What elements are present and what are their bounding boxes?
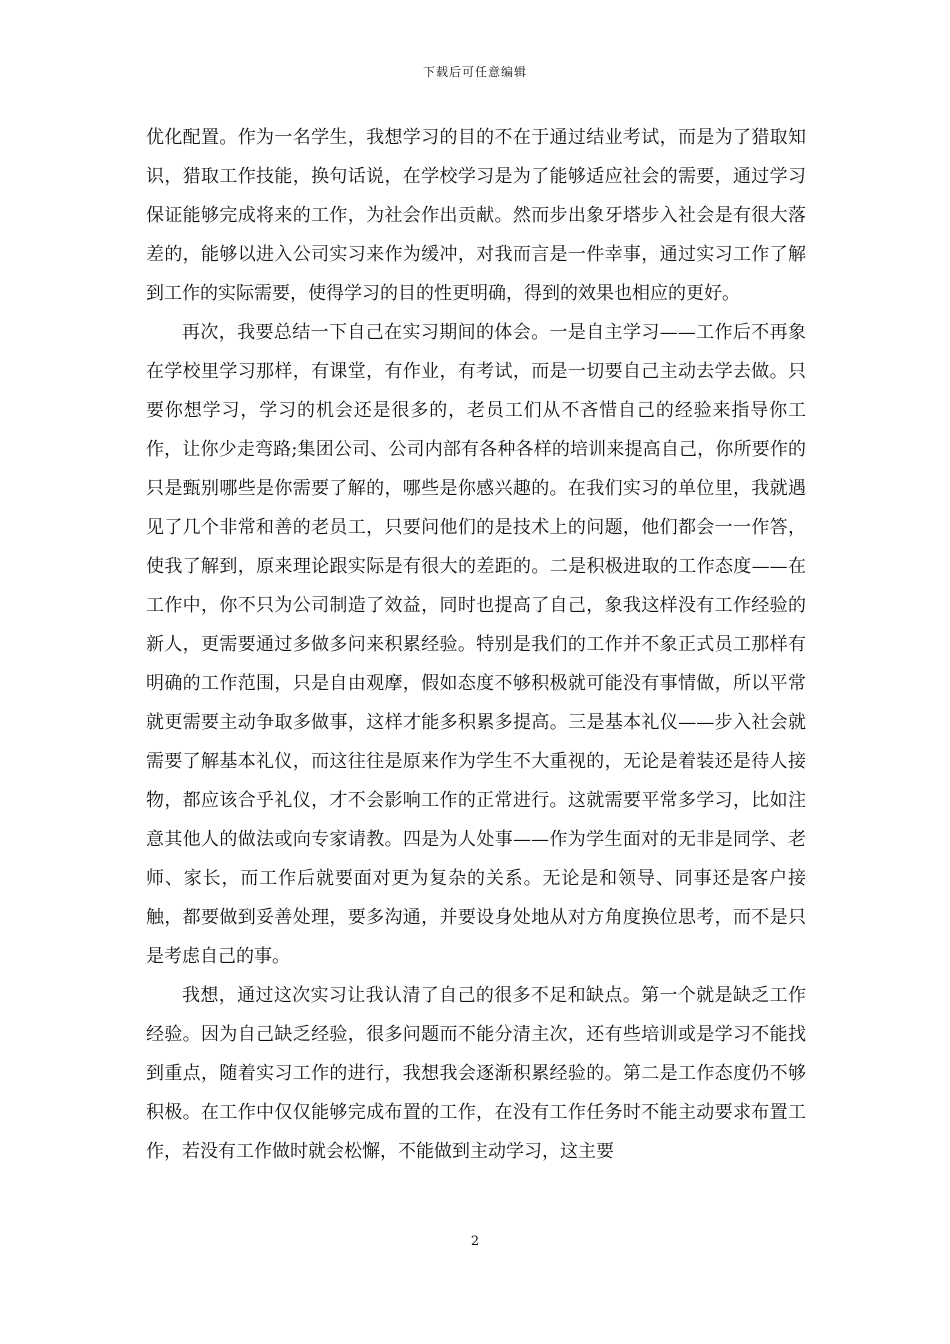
page-number: 2 [470, 1234, 480, 1249]
paragraph-2: 再次，我要总结一下自己在实习期间的体会。一是自主学习——工作后不再象在学校里学习那样，有课堂，有作业，有考试，而是一切要自己主动去学去做。只要你想学习，学习的机会还是很多的，老员工们从不吝惜自己的经验来指导你工作，让你少走弯路;集团公司、公司内部有各种各样的培训来提高自己，你所要作的只是甄别哪些是你需要了解的，哪些是你感兴趣的。在我们实习的单位里，我就遇见了几个非常和善的老员工，只要问他们的是技术上的问题，他们都会一一作答，使我了解到，原来理论跟实际是有很大的差距的。二是积极进取的工作态度——在工作中，你不只为公司制造了效益，同时也提高了自己，象我这样没有工作经验的新人，更需要通过多做多问来积累经验。特别是我们的工作并不象正式员工那样有明确的工作范围，只是自由观摩，假如态度不够积极就可能没有事情做，所以平常就更需要主动争取多做事，这样才能多积累多提高。三是基本礼仪——步入社会就需要了解基本礼仪，而这往往是原来作为学生不大重视的，无论是着装还是待人接物，都应该合乎礼仪，才不会影响工作的正常进行。这就需要平常多学习，比如注意其他人的做法或向专家请教。四是为人处事——作为学生面对的无非是同学、老师、家长，而工作后就要面对更为复杂的关系。无论是和领导、同事还是客户接触，都要做到妥善处理，要多沟通，并要设身处地从对方角度换位思考，而不是只是考虑自己的事。 [146, 322, 806, 967]
page-header: 下载后可任意编辑 [422, 65, 527, 79]
paragraph-3: 我想，通过这次实习让我认清了自己的很多不足和缺点。第一个就是缺乏工作经验。因为自己缺乏经验，很多问题而不能分清主次，还有些培训或是学习不能找到重点，随着实习工作的进行，我想我会逐渐积累经验的。第二是工作态度仍不够积极。在工作中仅仅能够完成布置的工作，在没有工作任务时不能主动要求布置工作，若没有工作做时就会松懈，不能做到主动学习，这主要 [146, 985, 806, 1162]
paragraph-1: 优化配置。作为一名学生，我想学习的目的不在于通过结业考试，而是为了猎取知识，猎取工作技能，换句话说，在学校学习是为了能够适应社会的需要，通过学习保证能够完成将来的工作，为社会作出贡献。然而步出象牙塔步入社会是有很大落差的，能够以进入公司实习来作为缓冲，对我而言是一件幸事，通过实习工作了解到工作的实际需要，使得学习的目的性更明确，得到的效果也相应的更好。 [146, 127, 806, 304]
document-body [146, 118, 806, 1171]
